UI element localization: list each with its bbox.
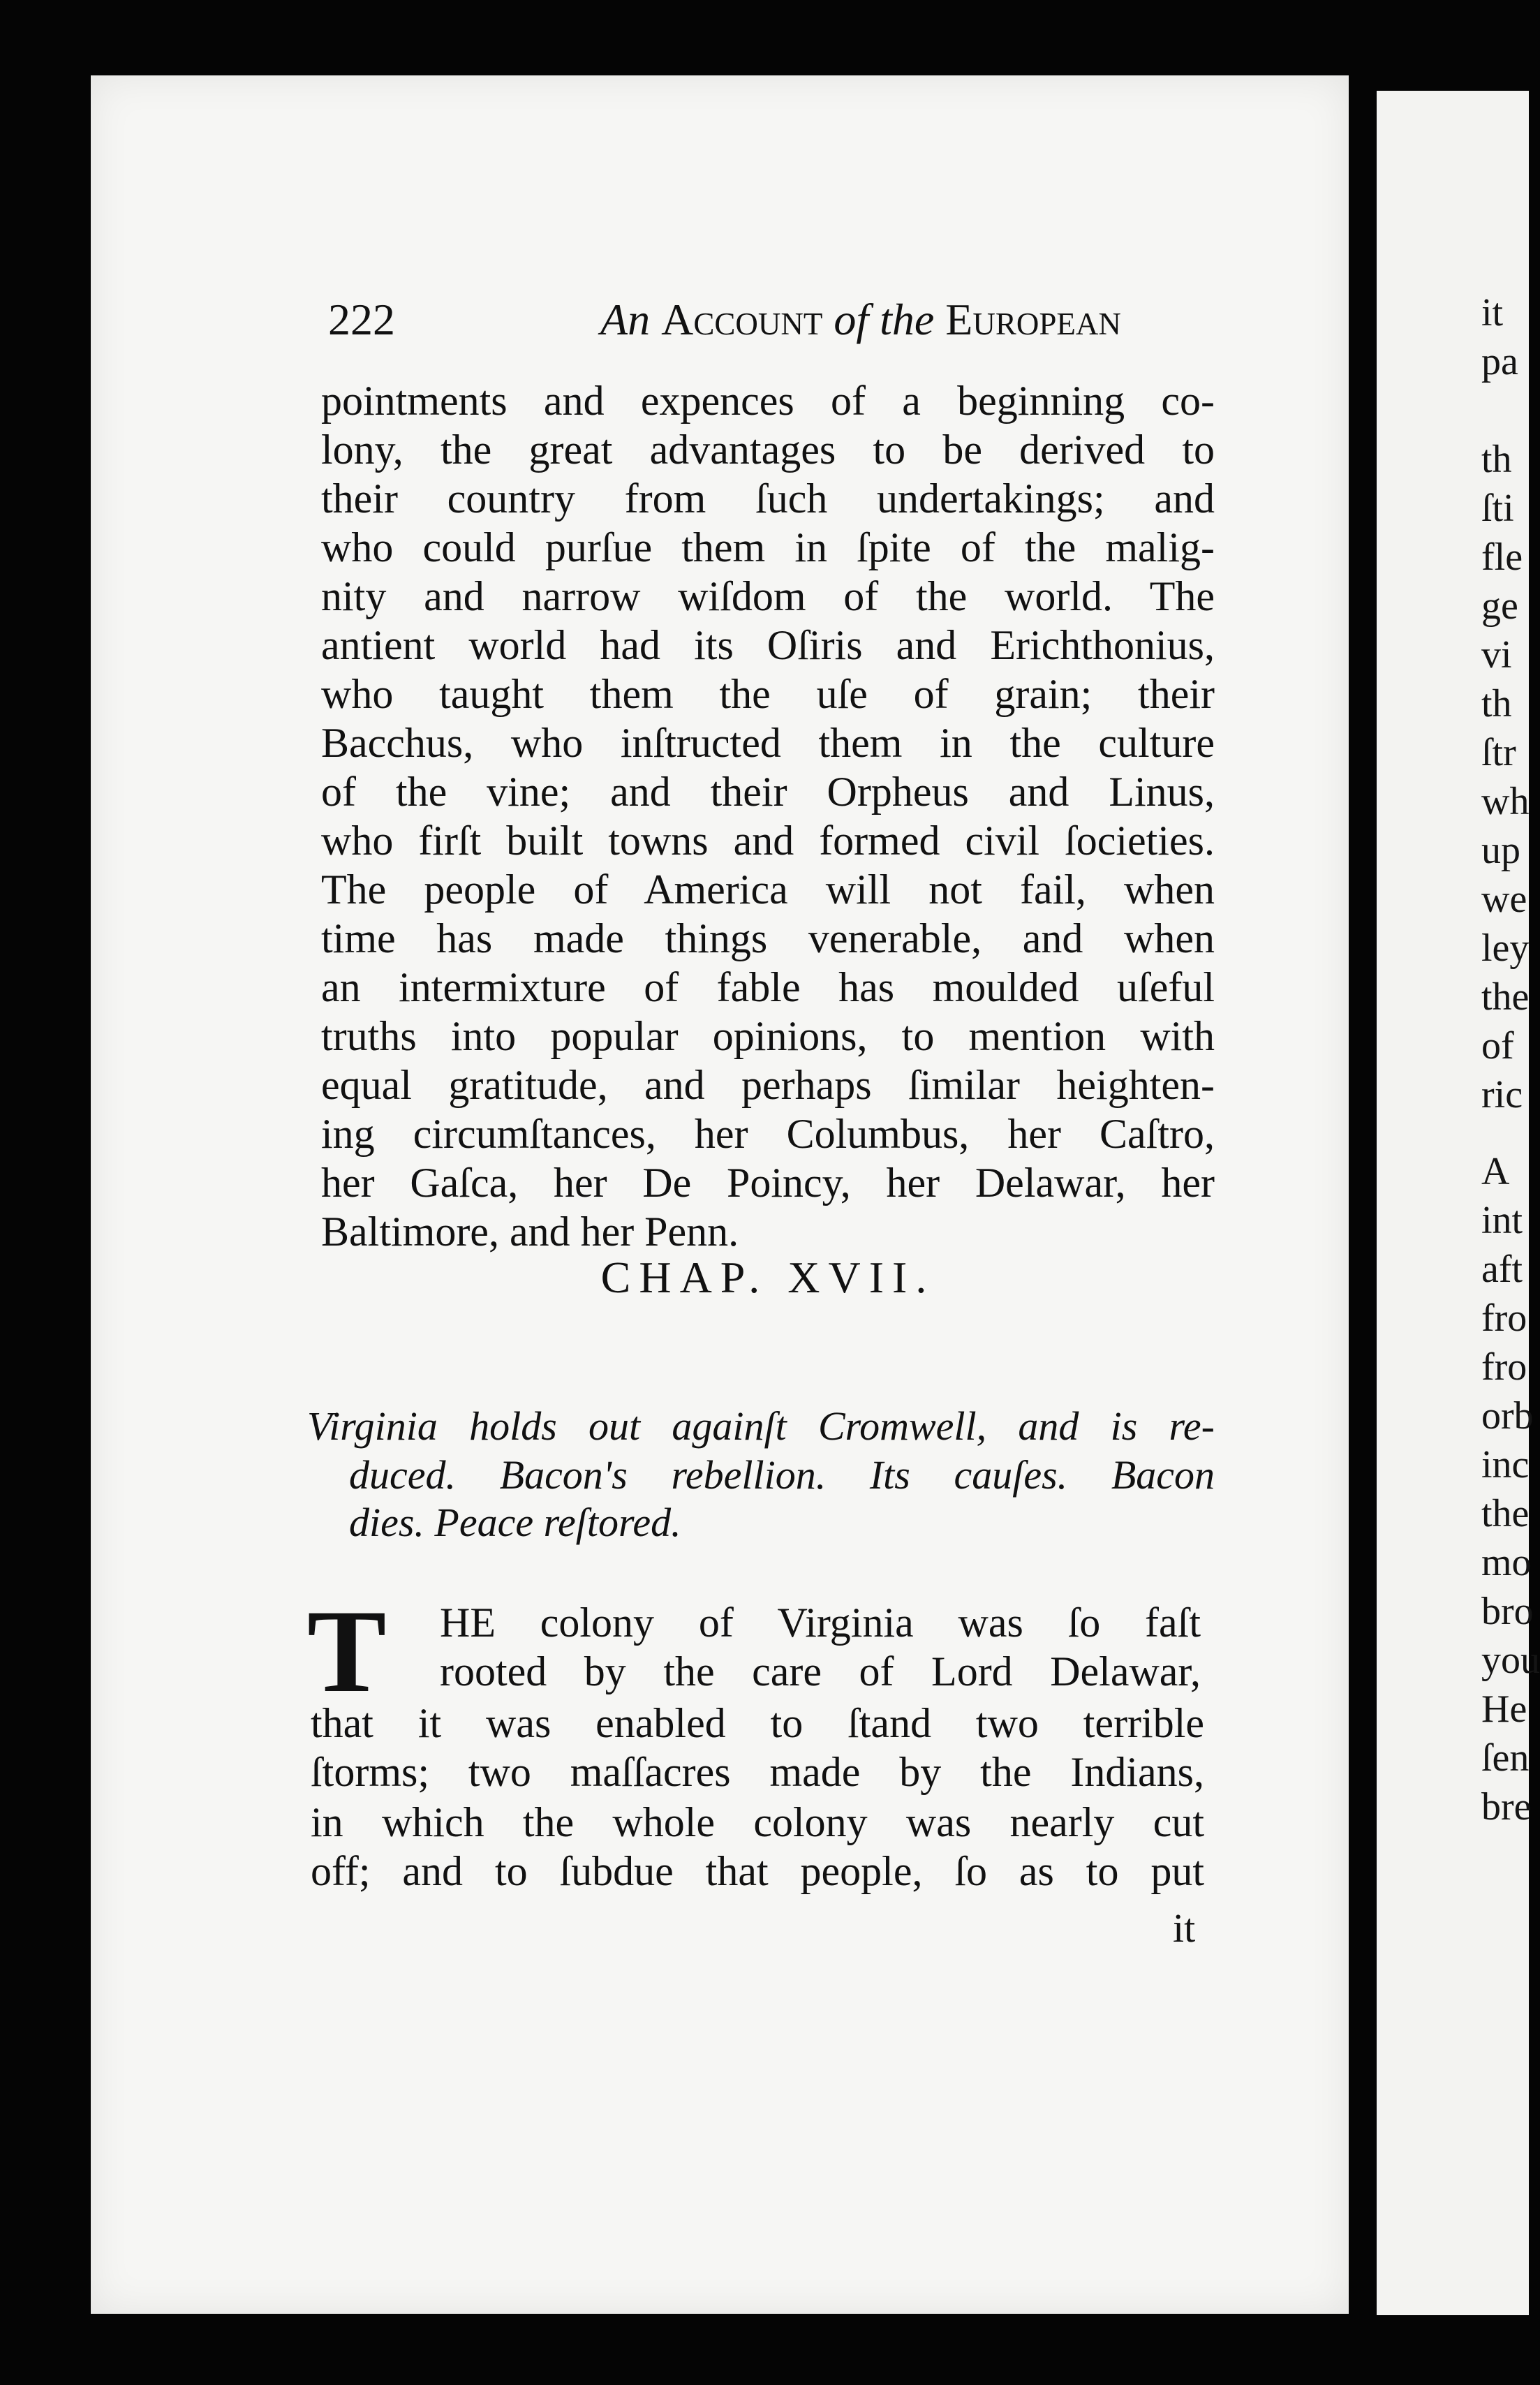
text-line: time has made things venerable, and when — [321, 915, 1215, 961]
facing-page-fragment: int — [1481, 1199, 1523, 1242]
text-line: of the vine; and their Orpheus and Linus, — [321, 769, 1215, 815]
text-line: their country from ſuch undertakings; and — [321, 475, 1215, 522]
title-an: An — [600, 295, 651, 344]
chapter-heading: CHAP. XVII. — [600, 1253, 935, 1302]
facing-page-fragment: you — [1481, 1639, 1540, 1682]
text-line: nity and narrow wiſdom of the world. The — [321, 573, 1215, 619]
catchword: it — [1173, 1905, 1196, 1951]
facing-page-fragment: ſti — [1481, 487, 1514, 530]
facing-page — [1377, 91, 1540, 2315]
page-number: 222 — [328, 295, 395, 344]
facing-page-fragment: fro — [1481, 1345, 1527, 1389]
facing-page-fragment: up — [1481, 829, 1520, 872]
facing-page-fragment: ſtr — [1481, 731, 1516, 774]
facing-page-fragment: fle — [1481, 536, 1523, 579]
facing-page-fragment: He — [1481, 1688, 1527, 1731]
facing-page-fragment: mo — [1481, 1541, 1532, 1584]
facing-page-fragment: ley — [1481, 926, 1530, 970]
facing-page-fragment: orb — [1481, 1394, 1534, 1438]
title-the: the — [880, 295, 935, 344]
text-line: who firſt built towns and formed civil ſocieties. — [321, 818, 1215, 864]
title-of: of — [834, 295, 869, 344]
text-line: Bacchus, who inſtructed them in the culture — [321, 720, 1215, 766]
facing-page-fragment: th — [1481, 682, 1512, 725]
facing-page-fragment: of — [1481, 1024, 1514, 1068]
text-line: lony, the great advantages to be derived to — [321, 427, 1215, 473]
facing-page-fragment: th — [1481, 438, 1512, 481]
text-line: who taught them the uſe of grain; their — [321, 671, 1215, 717]
facing-page-fragment: ſen — [1481, 1736, 1530, 1780]
text-line: an intermixture of fable has moulded uſeful — [321, 964, 1215, 1010]
text-line: ing circumſtances, her Columbus, her Caſtro, — [321, 1111, 1215, 1157]
drop-cap: T — [307, 1586, 387, 1717]
facing-page-fragment: the — [1481, 1492, 1530, 1535]
text-line: off; and to ſubdue that people, ſo as to put — [311, 1848, 1204, 1894]
facing-page-fragment: pa — [1481, 340, 1518, 383]
facing-page-fragment: wh — [1481, 780, 1530, 823]
text-line: antient world had its Oſiris and Erichthonius, — [321, 622, 1215, 668]
facing-page-fragment: aft — [1481, 1248, 1523, 1291]
text-line: her Gaſca, her De Poincy, her Delawar, her — [321, 1160, 1215, 1206]
title-european: European — [945, 295, 1121, 344]
text-line: The people of America will not fail, when — [321, 866, 1215, 913]
facing-page-fragment: fro — [1481, 1297, 1527, 1340]
text-line: rooted by the care of Lord Delawar, — [440, 1648, 1201, 1694]
text-line: ſtorms; two maſſacres made by the Indians, — [311, 1749, 1204, 1795]
facing-page-fragment: vi — [1481, 633, 1512, 677]
chapter-summary-line: Virginia holds out againſt Cromwell, and is re- — [307, 1403, 1215, 1449]
text-line: who could purſue them in ſpite of the malig- — [321, 524, 1215, 570]
title-account: Account — [661, 295, 823, 344]
text-line: HE colony of Virginia was ſo faſt — [440, 1600, 1201, 1646]
facing-page-fragment: ge — [1481, 584, 1518, 628]
facing-page-fragment: bro — [1481, 1590, 1534, 1633]
chapter-summary-line: dies. Peace reſtored. — [349, 1500, 681, 1545]
text-line: pointments and expences of a beginning co- — [321, 378, 1215, 424]
text-line: truths into popular opinions, to mention with — [321, 1013, 1215, 1059]
text-line: Baltimore, and her Penn. — [321, 1209, 739, 1255]
facing-page-fragment: we — [1481, 878, 1527, 921]
facing-page-fragment: the — [1481, 975, 1530, 1019]
text-line: in which the whole colony was nearly cut — [311, 1799, 1204, 1845]
text-line: that it was enabled to ſtand two terrible — [311, 1700, 1204, 1746]
facing-page-fragment: bre — [1481, 1785, 1532, 1829]
facing-page-fragment: inc — [1481, 1443, 1530, 1486]
facing-page-fragment: ric — [1481, 1073, 1523, 1116]
facing-page-fragment: A — [1481, 1150, 1510, 1193]
text-line: equal gratitude, and perhaps ſimilar heighten- — [321, 1062, 1215, 1108]
chapter-summary-line: duced. Bacon's rebellion. Its cauſes. Bacon — [349, 1452, 1215, 1498]
facing-page-fragment: it — [1481, 291, 1504, 334]
